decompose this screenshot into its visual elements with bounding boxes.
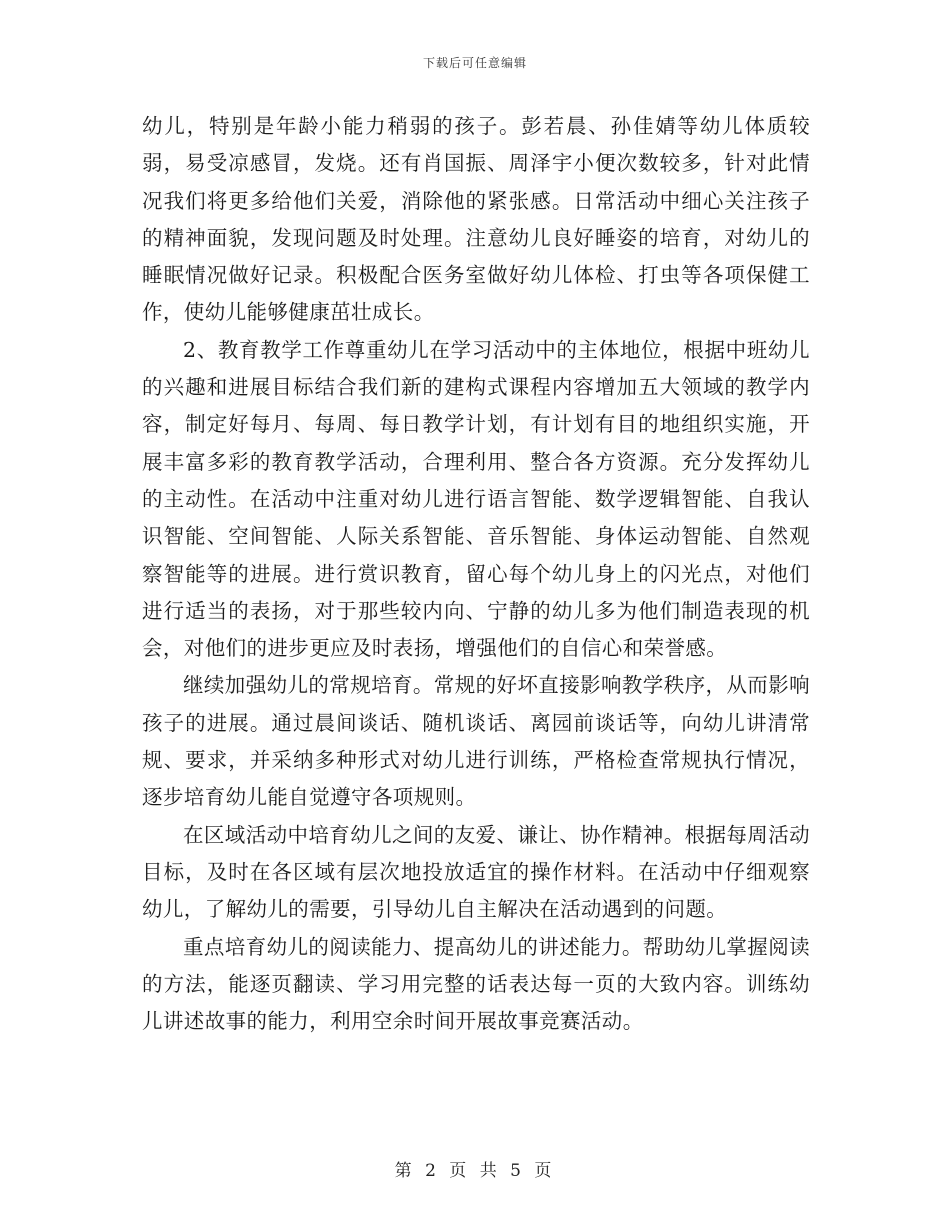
document-body — [142, 108, 810, 1040]
paragraph-3: 继续加强幼儿的常规培育。常规的好坏直接影响教学秩序，从而影响孩子的进展。通过晨间谈话、随机谈话、离园前谈话等，向幼儿讲清常规、要求，并采纳多种形式对幼儿进行训练，严格检查常规执行情况，逐步培育幼儿能自觉遵守各项规则。 — [142, 673, 810, 810]
page-header: 下载后可任意编辑 — [422, 56, 527, 70]
page-number-footer: 第 2 页 共 5 页 — [394, 1161, 556, 1181]
paragraph-1: 幼儿，特别是年龄小能力稍弱的孩子。彭若晨、孙佳婧等幼儿体质较弱，易受凉感冒，发烧。还有肖国振、周泽宇小便次数较多，针对此情况我们将更多给他们关爱，消除他的紧张感。日常活动中细心关注孩子的精神面貌，发现问题及时处理。注意幼儿良好睡姿的培育，对幼儿的睡眠情况做好记录。积极配合医务室做好幼儿体检、打虫等各项保健工作，使幼儿能够健康茁壮成长。 — [142, 114, 810, 325]
paragraph-2: 2、教育教学工作尊重幼儿在学习活动中的主体地位，根据中班幼儿的兴趣和进展目标结合我们新的建构式课程内容增加五大领域的教学内容，制定好每月、每周、每日教学计划，有计划有目的地组织实施，开展丰富多彩的教育教学活动，合理利用、整合各方资源。充分发挥幼儿的主动性。在活动中注重对幼儿进行语言智能、数学逻辑智能、自我认识智能、空间智能、人际关系智能、音乐智能、身体运动智能、自然观察智能等的进展。进行赏识教育，留心每个幼儿身上的闪光点，对他们进行适当的表扬，对于那些较内向、宁静的幼儿多为他们制造表现的机会，对他们的进步更应及时表扬，增强他们的自信心和荣誉感。 — [142, 337, 810, 661]
paragraph-4: 在区域活动中培育幼儿之间的友爱、谦让、协作精神。根据每周活动目标，及时在各区域有层次地投放适宜的操作材料。在活动中仔细观察幼儿，了解幼儿的需要，引导幼儿自主解决在活动遇到的问题。 — [142, 822, 810, 922]
paragraph-5: 重点培育幼儿的阅读能力、提高幼儿的讲述能力。帮助幼儿掌握阅读的方法，能逐页翻读、学习用完整的话表达每一页的大致内容。训练幼儿讲述故事的能力，利用空余时间开展故事竞赛活动。 — [142, 934, 810, 1034]
